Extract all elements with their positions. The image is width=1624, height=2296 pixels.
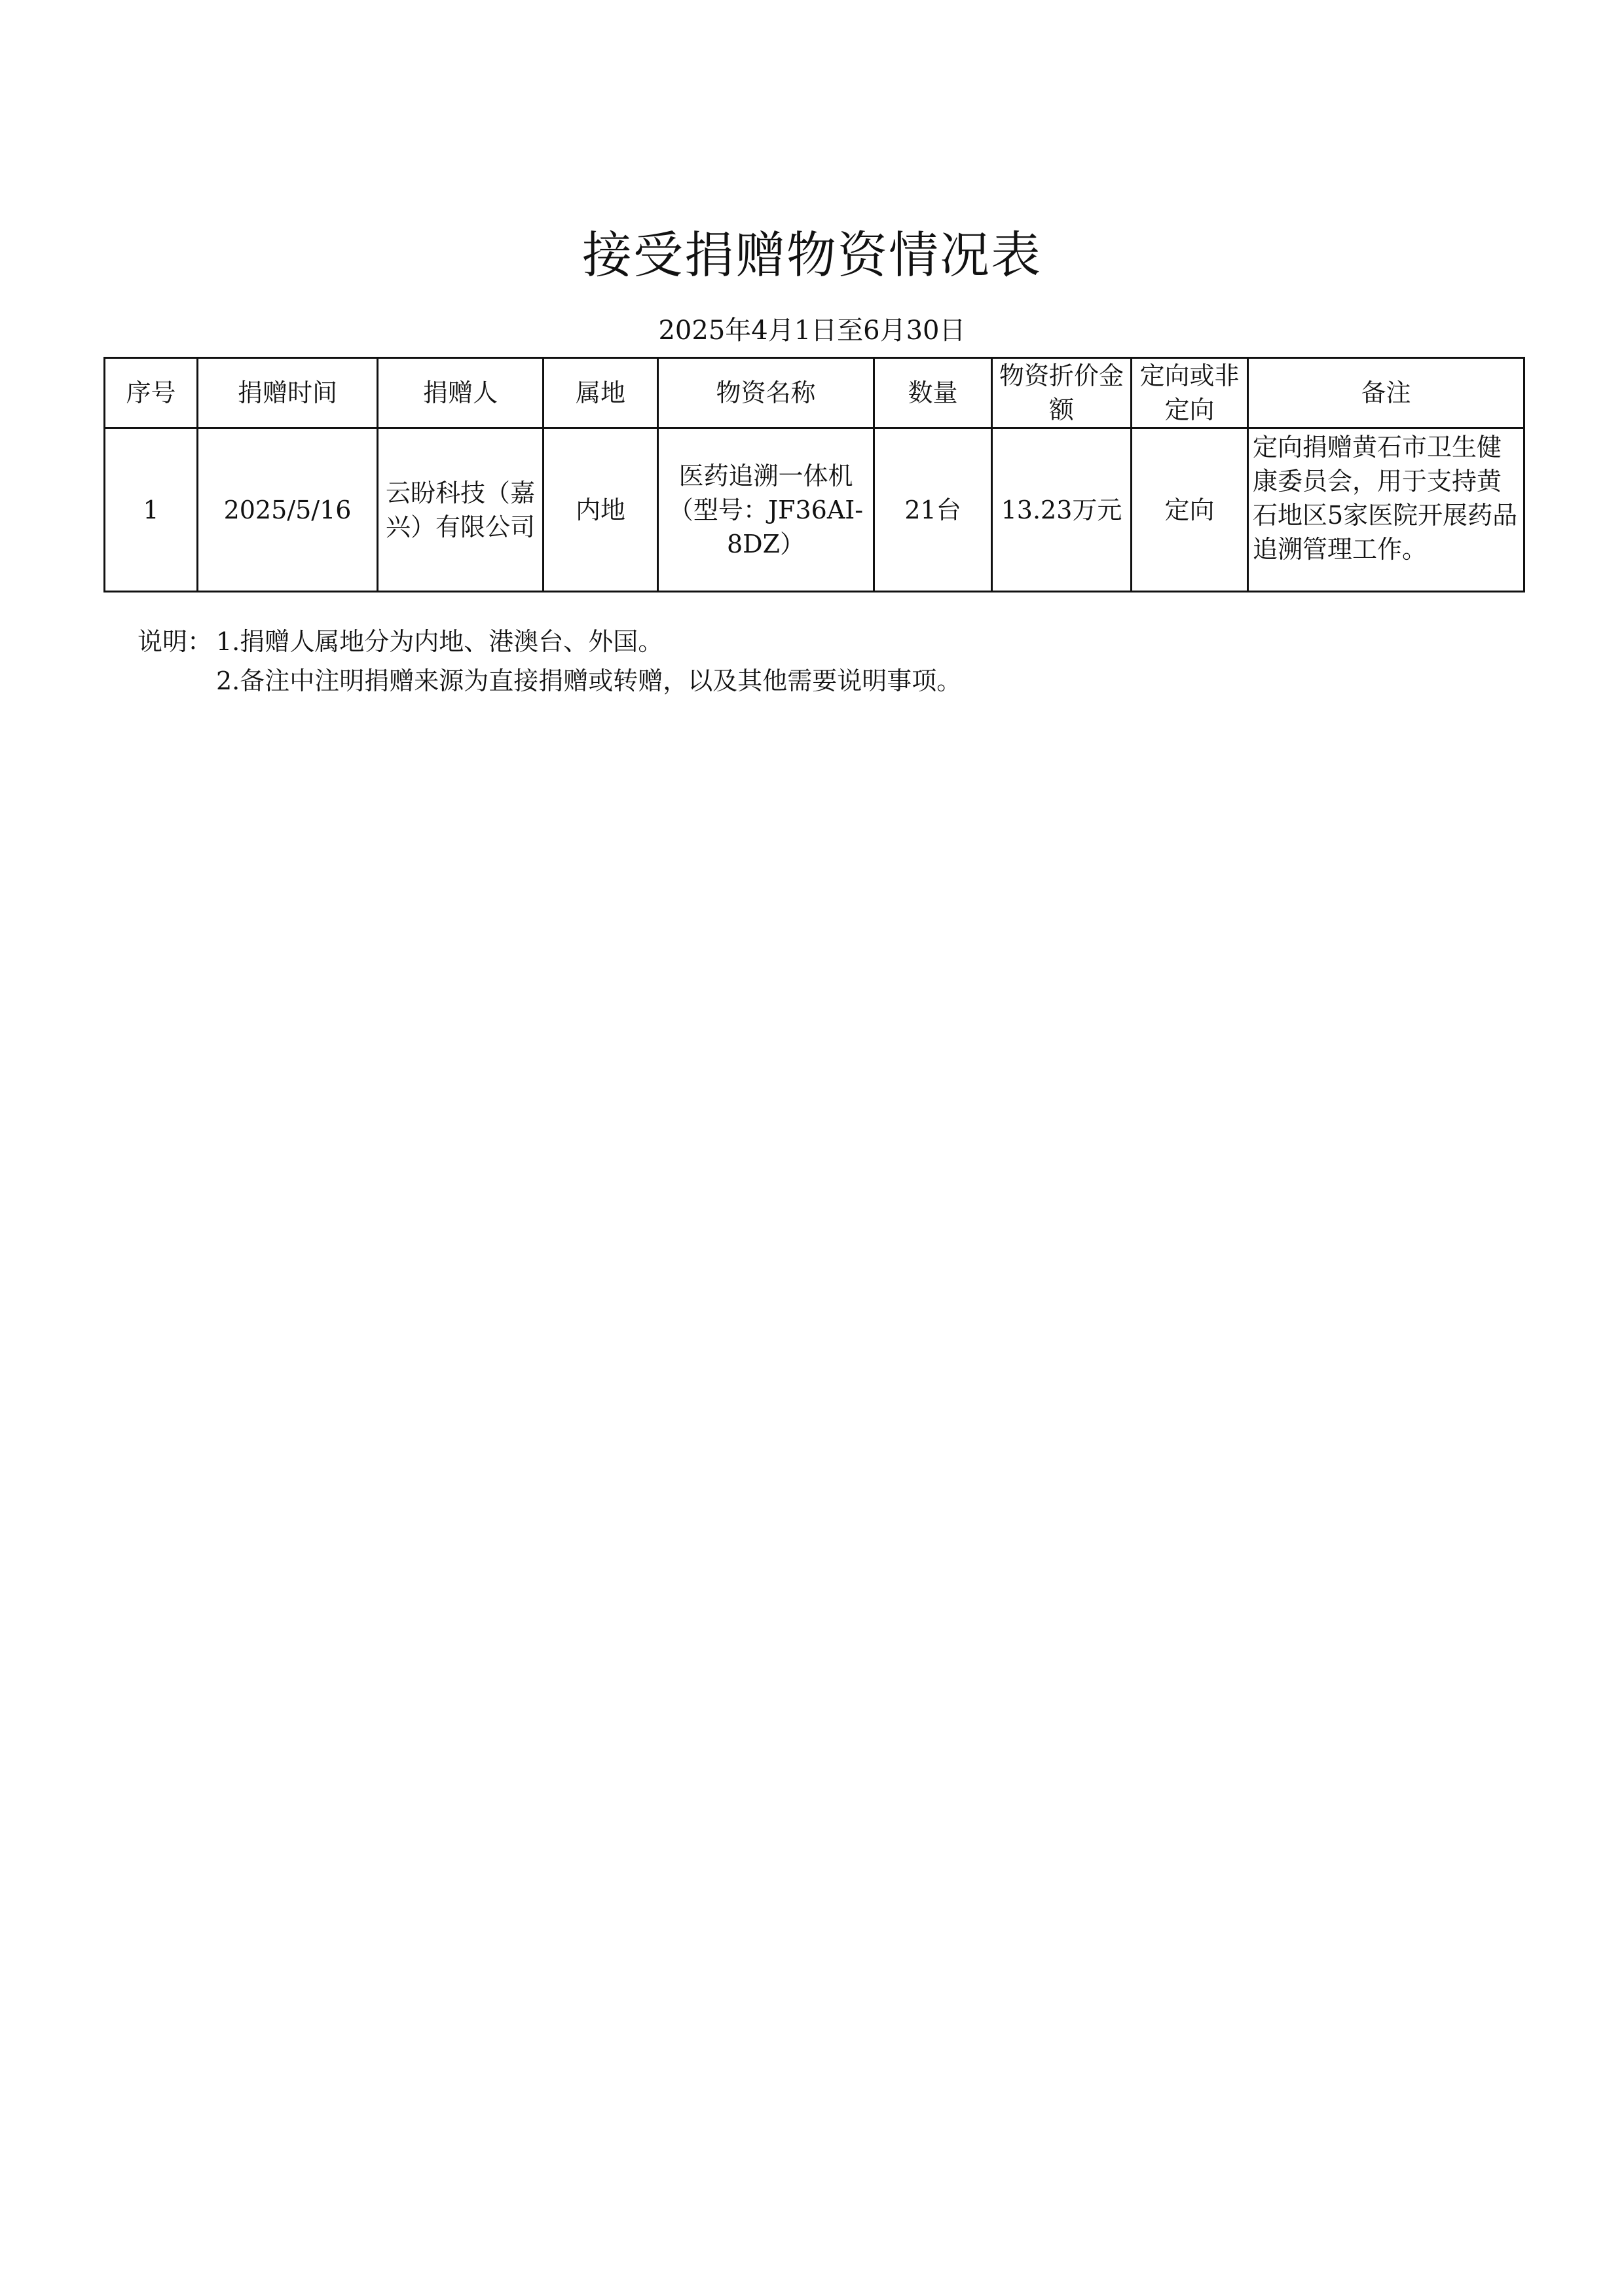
header-date: 捐赠时间 xyxy=(198,358,378,428)
cell-date: 2025/5/16 xyxy=(198,428,378,592)
remark-text: 定向捐赠黄石市卫生健康委员会，用于支持黄石地区5家医院开展药品追溯管理工作。 xyxy=(1253,433,1518,564)
cell-quantity: 21台 xyxy=(874,428,992,592)
header-amount: 物资折价金额 xyxy=(992,358,1132,428)
cell-seq: 1 xyxy=(105,428,198,592)
note-row-2 xyxy=(138,661,1447,701)
notes-label-spacer xyxy=(138,661,216,701)
header-seq: 序号 xyxy=(105,358,198,428)
donation-table xyxy=(103,357,1525,592)
header-region: 属地 xyxy=(544,358,658,428)
note-row-1 xyxy=(138,622,1447,661)
note-item: 1.捐赠人属地分为内地、港澳台、外国。 xyxy=(216,627,663,656)
cell-amount: 13.23万元 xyxy=(992,428,1132,592)
cell-donor: 云盼科技（嘉兴）有限公司 xyxy=(378,428,544,592)
table-row xyxy=(105,428,1524,592)
cell-directed: 定向 xyxy=(1132,428,1248,592)
notes-label: 说明： xyxy=(138,627,213,656)
notes-section xyxy=(138,622,1447,701)
table-header-row xyxy=(105,358,1524,428)
header-item: 物资名称 xyxy=(658,358,874,428)
header-directed: 定向或非定向 xyxy=(1132,358,1248,428)
header-quantity: 数量 xyxy=(874,358,992,428)
cell-remark xyxy=(1248,428,1524,592)
note-item: 2.备注中注明捐赠来源为直接捐赠或转赠，以及其他需要说明事项。 xyxy=(216,666,962,695)
header-donor: 捐赠人 xyxy=(378,358,544,428)
cell-region: 内地 xyxy=(544,428,658,592)
document-period: 2025年4月1日至6月30日 xyxy=(658,316,966,346)
cell-item: 医药追溯一体机（型号：JF36AI-8DZ） xyxy=(658,428,874,592)
header-remark: 备注 xyxy=(1248,358,1524,428)
document-title: 接受捐赠物资情况表 xyxy=(582,226,1042,284)
